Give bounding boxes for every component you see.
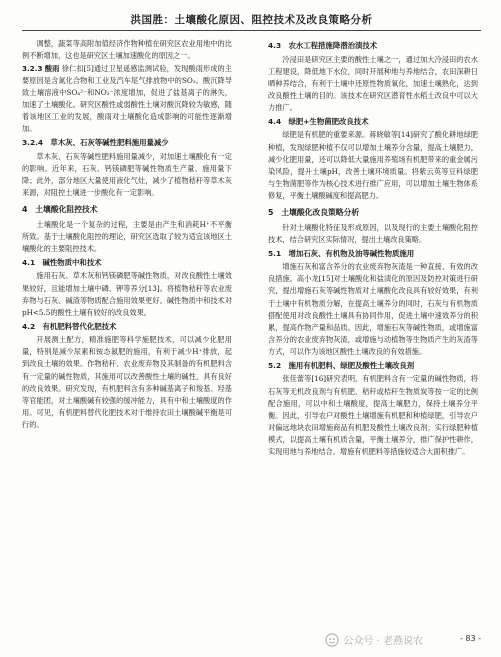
page-number: - 83 - (459, 634, 481, 643)
right-column (268, 38, 478, 459)
section-3-2-4-body: 草木灰、石灰等碱性肥料施用量减少，对加速土壤酸化有一定的影响。近年来，石灰、钙镁磷肥等碱性物质生产量、施用量下降；此外，部分地区大量使用液化气灶，减少了植物秸秆等草木灰来源，对阻控土壤进一步酸化有一定影响。 (22, 151, 232, 198)
watermark (325, 632, 423, 647)
paragraph-intro: 调整，蔬菜等高附加值经济作物种植在研究区农业用地中的比例不断增加，这也是研究区土壤加速酸化的原因之一。 (22, 39, 232, 61)
section-5-1-body: 增施石灰和富含养分的农业废弃物灰渣是一种直接、有效的改良措施。高小龙[15]对土壤酸化和盐渍化的原因及防控对策进行研究，提出增施石灰等碱性物质对土壤酸化改良具有较好效果，有利于土壤中有机物质分解，在提高土壤养分的同时，石灰与有机物质搭配使用对改良酸性土壤具有协同作用，促进土壤中速效养分的积累，提高作物产量和品质。因此，增施石灰等碱性物质，或增施富含养分的农业废弃物灰渣，或增施与动植物等生物质产生的灰渣等方式，可以作为该地区酸性土壤改良的有效措施。 (268, 262, 478, 356)
header-rule (22, 30, 481, 31)
section-4-2-heading: 4.2 有机肥料替代化肥技术 (22, 321, 117, 331)
section-3-2-3-body: 徐仁扣[5]通过卫星遥感监测试验，发现酸雨形成的主要原因是含氮化合物和工业及汽车尾气排放物中的SO₂。酸沉降导致土壤溶液中SO₄²⁻和NO₃⁻浓度增加，促进了盐基离子的淋失，加速了土壤酸化。研究区酸性或弱酸性土壤对酸沉降较为敏感，随着该地区工业的发展，酸雨对土壤酸化造成影响的可能性逐渐增加。 (22, 63, 232, 134)
section-5-heading: 5 土壤酸化改良策略分析 (268, 208, 360, 218)
section-4-body: 土壤酸化是一个复杂的过程，主要是由产生和消耗H⁺不平衡所致。基于土壤酸化阻控的理论，研究区选取了较为适宜该地区土壤酸化的主要阻控技术。 (22, 219, 232, 253)
section-4-heading: 4 土壤酸化阻控技术 (22, 205, 98, 215)
section-5-1-heading: 5.1 增加石灰、有机物及油等碱性物质施用 (268, 248, 415, 258)
section-4-4-heading: 4.4 绿肥+生物菌肥改良技术 (268, 116, 369, 126)
section-4-2-body: 开展测土配方，精准施肥等科学施肥技术，可以减少化肥用量，特别是减少尿素和铵态氮肥的施用，有利于减少H⁺排放，起到改良土壤的效果。作物秸秆、农业废弃物及其制备的有机肥料含有一定量的碱性物质，其施用可以改善酸性土壤的碱性，具有良好的改良效果。研究发现，有机肥料含有多种碱基离子和羧基、羟基等官能团，对土壤酸碱有较强的缓冲能力，具有中和土壤酸度的作用。可见，有机肥料替代化肥技术对于维持农田土壤酸碱平衡是可行的。 (22, 335, 232, 429)
section-4-3-body: 冷浸田是研究区主要的酸性土壤之一，通过加大冷浸田的农水工程建设，降低地下水位，同时开展种地与养地结合，农田深耕日晒种养结合，有利于土壤中还原性物质氧化，加速土壤熟化，达到改良酸性土壤的目的。该技术在研究区潜育性水稻土改良中可以大力推广。 (268, 54, 478, 112)
section-4-4-body: 绿肥是有机肥的重要来源。蒋晓敏等[14]研究了酸化耕地绿肥种植，发现绿肥种植不仅可以增加土壤养分含量，提高土壤肥力，减少化肥用量，还可以降低大量施用养殖场有机肥带来的重金属污染风险，提升土壤pH，改善土壤环境质量。将紫云英等豆科绿肥与生物菌肥等作为核心技术进行推广应用，可以增加土壤生物体系修复，平衡土壤酸碱度和提高肥力。 (268, 130, 478, 200)
section-5-body: 针对土壤酸化特征及形成原因，以及现行的主要土壤酸化阻控技术，结合研究区实际情况，提出土壤改良策略。 (268, 222, 478, 244)
section-4-3-heading: 4.3 农水工程措施降潜治渍技术 (268, 41, 378, 50)
section-3-2-4-heading: 3.2.4 草木灰、石灰等碱性肥料施用量减少 (22, 138, 169, 148)
wechat-official-account-icon (325, 633, 339, 647)
section-3-2-3-title: 酸雨 (44, 63, 60, 73)
running-head: 洪国胜：土壤酸化原因、阻控技术及改良策略分析 (130, 14, 373, 26)
watermark-text: 公众号 · 老燕说农 (343, 636, 423, 647)
page-footer (22, 630, 481, 650)
section-5-2-heading: 5.2 施用有机肥料、绿肥及酸性土壤改良剂 (268, 360, 415, 370)
section-4-1-heading: 4.1 碱性物质中和技术 (22, 257, 102, 267)
left-column (22, 38, 232, 432)
section-3-2-3-number: 3.2.3 (22, 63, 43, 73)
section-5-2-body: 张佳蕾等[16]研究表明，有机肥料含有一定量的碱性物质，将石灰等无机改良剂与有机肥、秸秆或桔秆生物质炭等按一定的比例配合施用，可以中和土壤酸度，提高土壤肥力，保持土壤养分平衡。因此，引导农户对酸性土壤增施有机肥和种植绿肥，引导农户对偏远地块农田增施商品有机肥及酸性土壤改良剂；实行绿肥种植模式，以提高土壤有机质含量，平衡土壤养分，推广保护性耕作，实现用地与养地结合。增施有机肥料等措施较适合大面积推广。 (268, 374, 478, 457)
section-4-1-body: 施用石灰、草木灰和钙镁磷肥等碱性物质，对改良酸性土壤效果较好，且能增加土壤中磷、钾等养分[13]。将植物秸秆等农业废弃物与石灰、碱渣等物质配合施用效果更好。碱性物质中和技术对pH<5.5的酸性土壤有较好的改良效果。 (22, 271, 232, 317)
section-3-2-3 (22, 63, 232, 136)
